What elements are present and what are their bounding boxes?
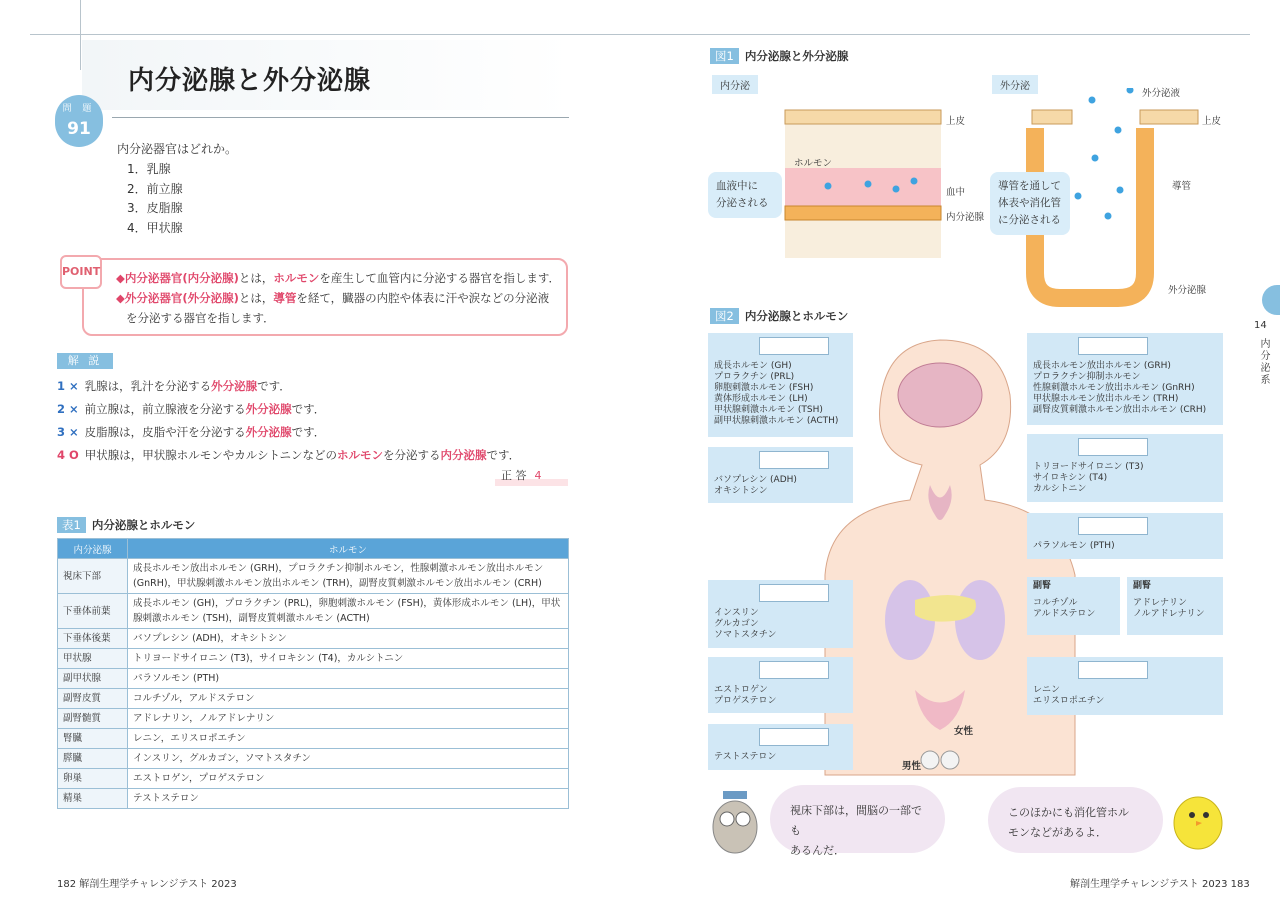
question-number: 91 [67, 119, 91, 139]
table-row [58, 729, 569, 749]
kidney-right-icon [955, 580, 1005, 660]
hormone-box [1027, 333, 1223, 425]
table-cell: 成長ホルモン (GH)，プロラクチン (PRL)，卵胞刺激ホルモン (FSH)，黄体形成ホルモン (LH)，甲状腺刺激ホルモン (TSH)，副腎皮質刺激ホルモン (ACTH) [128, 594, 569, 629]
callout-line: に分泌される [998, 214, 1061, 226]
choice-item[interactable]: 1．乳腺 [127, 162, 171, 176]
fig2-tag: 図2 [710, 308, 739, 324]
fig1-diagram [700, 88, 1260, 310]
label-epithelium-left: 上皮 [946, 116, 966, 127]
point-keyword: 外分泌器官(外分泌腺) [124, 291, 239, 305]
endocrine-gland-layer [785, 206, 941, 220]
explanation-item [57, 377, 291, 395]
exocrine-callout [990, 172, 1070, 235]
hormone-item: 副腎皮質刺激ホルモン放出ホルモン (CRH) [1033, 405, 1207, 415]
table-tag: 表1 [57, 517, 86, 533]
table-cell: 卵巣 [58, 769, 128, 789]
hormone-item: 甲状腺刺激ホルモン (TSH) [714, 405, 823, 415]
table-caption-text: 内分泌腺とホルモン [91, 518, 196, 532]
exocrine-dot [1075, 193, 1082, 200]
answer-blank[interactable] [759, 584, 829, 602]
choice-item[interactable]: 3．皮脂腺 [127, 201, 183, 215]
hormone-item: カルシトニン [1033, 484, 1087, 494]
hormone-item: プロゲステロン [714, 696, 777, 706]
table-cell: パラソルモン (PTH) [128, 669, 569, 689]
label-epithelium-right: 上皮 [1202, 116, 1222, 127]
exocrine-dot [1127, 88, 1134, 94]
explanation-text: 甲状腺は，甲状腺ホルモンやカルシトニンなどの [84, 448, 338, 462]
question-badge [55, 95, 103, 147]
point-text-part: とは， [238, 291, 274, 305]
footer-right: 解剖生理学チャレンジテスト 2023 183 [1070, 879, 1250, 890]
table-cell: 成長ホルモン放出ホルモン (GRH)，プロラクチン抑制ホルモン，性腺刺激ホルモン放出ホルモン (GnRH)，甲状腺刺激ホルモン放出ホルモン (TRH)，副腎皮質刺激ホルモン放出ホルモン (CRH) [128, 559, 569, 594]
explanation-text: を分泌する [383, 448, 441, 462]
explanation-item [57, 446, 520, 464]
label-endocrine-gland: 内分泌腺 [946, 212, 985, 223]
table-header: 内分泌腺 [58, 539, 128, 559]
explanation-mark: 3 × [57, 425, 79, 439]
answer-blank[interactable] [759, 337, 829, 355]
exocrine-dot [1105, 213, 1112, 220]
hormone-item: 副甲状腺刺激ホルモン (ACTH) [714, 416, 839, 426]
corner-rule [80, 0, 81, 70]
explanation-mark: 2 × [57, 402, 79, 416]
table-row [58, 709, 569, 729]
label-duct: 導管 [1172, 181, 1192, 192]
hormone-dot [893, 186, 900, 193]
answer-blank[interactable] [759, 661, 829, 679]
owl-mascot-icon [705, 785, 765, 855]
table-row [58, 769, 569, 789]
hormone-table [57, 538, 569, 809]
hormone-item: サイロキシン (T4) [1033, 473, 1108, 483]
chapter-tab [1262, 285, 1280, 315]
explanation-keyword: 外分泌腺 [211, 379, 258, 393]
epithelium-right [1140, 110, 1198, 124]
answer-blank[interactable] [1078, 438, 1148, 456]
testis-icon [941, 751, 959, 769]
point-keyword: 内分泌器官(内分泌腺) [124, 271, 239, 285]
hormone-box [1127, 577, 1223, 635]
hormone-item: エストロゲン [714, 685, 768, 695]
explanation-mark: 1 × [57, 379, 79, 393]
answer-blank[interactable] [1078, 661, 1148, 679]
hormone-item: バソプレシン (ADH) [714, 475, 797, 485]
table-cell: 下垂体後葉 [58, 629, 128, 649]
hormone-item: プロラクチン抑制ホルモン [1033, 372, 1141, 382]
answer-blank[interactable] [1078, 337, 1148, 355]
answer-blank[interactable] [759, 451, 829, 469]
hormone-item: オキシトシン [714, 486, 768, 496]
endocrine-tag: 内分泌 [712, 75, 758, 94]
hormone-box [708, 333, 853, 437]
page-title: 内分泌腺と外分泌腺 [128, 66, 372, 96]
explanation-label: 解 説 [57, 353, 113, 369]
question-badge-label: 問 題 [62, 104, 96, 114]
label-hormone: ホルモン [794, 158, 833, 169]
table-cell: 視床下部 [58, 559, 128, 594]
hormone-box [1027, 434, 1223, 502]
pancreas-icon [915, 595, 976, 622]
table-cell: 副腎皮質 [58, 689, 128, 709]
label-exocrine-gland: 外分泌腺 [1168, 285, 1207, 296]
callout-line: 血液中に [716, 180, 758, 192]
answer-blank[interactable] [1078, 517, 1148, 535]
hormone-box [1027, 513, 1223, 559]
table-row [58, 689, 569, 709]
explanation-keyword: 外分泌腺 [245, 425, 292, 439]
hormone-item: 甲状腺ホルモン放出ホルモン (TRH) [1033, 394, 1179, 404]
explanation-text: です． [291, 425, 326, 439]
box-title: 副腎 [1133, 581, 1152, 591]
hormone-box [708, 580, 853, 648]
table-cell: インスリン，グルカゴン，ソマトスタチン [128, 749, 569, 769]
hormone-item: トリヨードサイロニン (T3) [1033, 462, 1144, 472]
table-header: ホルモン [128, 539, 569, 559]
explanation-text: 乳腺は，乳汁を分泌する [84, 379, 212, 393]
explanation-text: 皮脂腺は，皮脂や汗を分泌する [84, 425, 246, 439]
hormone-box [708, 447, 853, 503]
choice-list [127, 160, 183, 238]
answer-label-text: 正 答 [501, 469, 527, 482]
table-row [58, 789, 569, 809]
explanation-mark: 4 O [57, 448, 79, 462]
table-cell: 副甲状腺 [58, 669, 128, 689]
table-cell: 下垂体前葉 [58, 594, 128, 629]
explanation-item [57, 400, 325, 418]
point-text-part: とは， [238, 271, 274, 285]
diamond-icon: ◆ [116, 271, 125, 285]
chick-mascot-icon [1168, 785, 1228, 855]
fig1-tag: 図1 [710, 48, 739, 64]
table-caption [57, 517, 195, 533]
label-exocrine-fluid: 外分泌液 [1142, 88, 1181, 99]
hormone-dot [911, 178, 918, 185]
explanation-keyword: ホルモン [337, 448, 384, 462]
speech-bubble-left [770, 785, 945, 857]
table-cell: 腎臓 [58, 729, 128, 749]
answer-label [495, 468, 568, 486]
top-rule [30, 34, 1250, 35]
hormone-box [708, 724, 853, 770]
hormone-item: 性腺刺激ホルモン放出ホルモン (GnRH) [1033, 383, 1195, 393]
hormone-item: 卵胞刺激ホルモン (FSH) [714, 383, 814, 393]
hormone-item: エリスロポエチン [1033, 696, 1105, 706]
hormone-item: ノルアドレナリン [1133, 609, 1205, 619]
testis-icon [921, 751, 939, 769]
table-row [58, 559, 569, 594]
hormone-item: アドレナリン [1133, 598, 1188, 608]
hormone-item: グルカゴン [714, 619, 759, 629]
exocrine-dot [1092, 155, 1099, 162]
epithelium-left [1032, 110, 1072, 124]
hormone-item: アルドステロン [1033, 609, 1096, 619]
fig2-caption-text: 内分泌腺とホルモン [744, 309, 849, 323]
hormone-item: 成長ホルモン (GH) [714, 361, 792, 371]
point-text-part: を経て，臓器の内腔や体表に汗や涙などの分泌液 [296, 291, 550, 305]
table-cell: テストステロン [128, 789, 569, 809]
hormone-item: テストステロン [714, 752, 777, 762]
hormone-item: プロラクチン (PRL) [714, 372, 795, 382]
exocrine-tag: 外分泌 [992, 75, 1038, 94]
fig1-caption [710, 48, 848, 64]
hormone-box [1027, 657, 1223, 715]
table-cell: 膵臓 [58, 749, 128, 769]
table-cell: コルチゾル，アルドステロン [128, 689, 569, 709]
hormone-dot [825, 183, 832, 190]
point-label: POINT [60, 255, 102, 289]
exocrine-dot [1089, 97, 1096, 104]
label-male: 男性 [902, 761, 922, 772]
box-title: 副腎 [1033, 581, 1052, 591]
answer-value: 4 [534, 469, 542, 482]
callout-line: 分泌される [716, 197, 769, 209]
fig2-caption [710, 308, 848, 324]
label-female: 女性 [954, 726, 974, 737]
choice-item[interactable]: 2．前立腺 [127, 181, 183, 196]
hormone-box [1027, 577, 1120, 635]
hormone-item: コルチゾル [1033, 598, 1078, 608]
exocrine-dot [1117, 187, 1124, 194]
hormone-item: 成長ホルモン放出ホルモン (GRH) [1033, 361, 1171, 371]
diamond-icon: ◆ [116, 291, 125, 305]
callout-line: 導管を通して [998, 180, 1061, 192]
table-row [58, 749, 569, 769]
hormone-item: パラソルモン (PTH) [1033, 541, 1115, 551]
table-cell: 精巣 [58, 789, 128, 809]
explanation-text: です． [257, 379, 291, 393]
point-text [116, 268, 562, 328]
brain-icon [898, 363, 982, 427]
hormone-item: レニン [1033, 685, 1061, 695]
endocrine-callout [708, 172, 782, 218]
point-keyword: 導管 [273, 291, 297, 305]
explanation-item [57, 423, 325, 441]
exocrine-dot [1115, 127, 1122, 134]
hormone-dot [865, 181, 872, 188]
explanation-text: 前立腺は，前立腺液を分泌する [84, 402, 246, 416]
hormone-box [708, 657, 853, 713]
epithelium-layer [785, 110, 941, 124]
question-text: 内分泌器官はどれか。 [117, 142, 238, 156]
point-text-part: を産生して血管内に分泌する器官を指します． [319, 271, 560, 285]
chapter-number: 14 [1254, 320, 1267, 331]
bubble-line: モンなどがあるよ． [1008, 826, 1107, 839]
fig1-caption-text: 内分泌腺と外分泌腺 [744, 49, 849, 63]
point-keyword: ホルモン [273, 271, 320, 285]
table-cell: 副腎髄質 [58, 709, 128, 729]
label-blood: 血中 [946, 187, 966, 198]
hormone-item: インスリン [714, 608, 759, 618]
table-cell: レニン，エリスロポエチン [128, 729, 569, 749]
footer-left: 182 解剖生理学チャレンジテスト 2023 [57, 879, 237, 890]
table-row [58, 649, 569, 669]
bubble-line: このほかにも消化管ホル [1008, 806, 1129, 819]
table-row [58, 669, 569, 689]
table-row [58, 594, 569, 629]
table-cell: アドレナリン，ノルアドレナリン [128, 709, 569, 729]
table-row [58, 629, 569, 649]
table-cell: 甲状腺 [58, 649, 128, 669]
blood-vessel [785, 168, 941, 208]
explanation-keyword: 内分泌腺 [440, 448, 487, 462]
table-cell: バソプレシン (ADH)，オキシトシン [128, 629, 569, 649]
callout-line: 体表や消化管 [998, 197, 1061, 209]
table-cell: トリヨードサイロニン (T3)，サイロキシン (T4)，カルシトニン [128, 649, 569, 669]
bubble-line: 視床下部は，間脳の一部でも [790, 804, 922, 837]
table-cell: エストロゲン，プロゲステロン [128, 769, 569, 789]
choice-item[interactable]: 4．甲状腺 [127, 220, 183, 235]
answer-blank[interactable] [759, 728, 829, 746]
bubble-line: あるんだ． [790, 844, 845, 857]
explanation-text: です． [486, 448, 521, 462]
title-rule [112, 117, 569, 118]
explanation-keyword: 外分泌腺 [245, 402, 292, 416]
hormone-item: 黄体形成ホルモン (LH) [714, 394, 808, 404]
point-text-part: を分泌する器官を指します． [126, 311, 275, 325]
explanation-text: です． [291, 402, 326, 416]
hormone-item: ソマトスタチン [714, 630, 777, 640]
speech-bubble-right [988, 787, 1163, 853]
chapter-title: 内分泌系 [1258, 338, 1269, 386]
